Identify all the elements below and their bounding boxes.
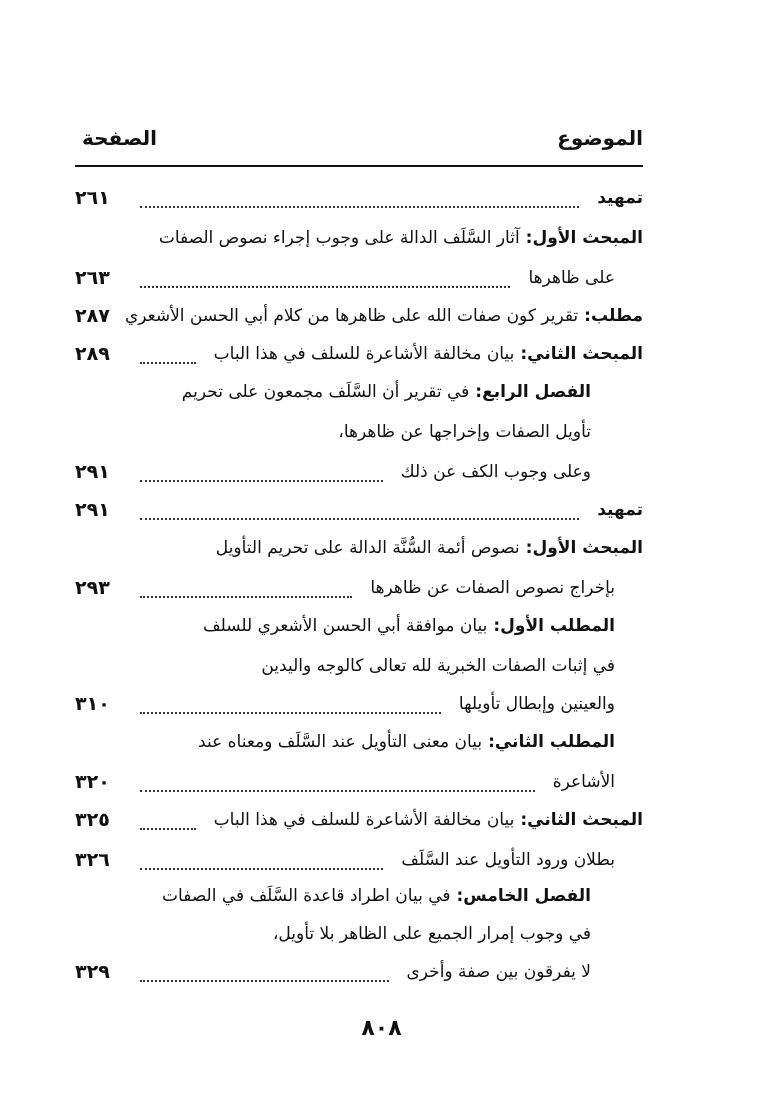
toc-entry-label: مطلب: xyxy=(584,306,643,326)
toc-row xyxy=(0,490,763,530)
toc-entry xyxy=(214,340,643,368)
toc-row xyxy=(0,606,763,646)
leader-dots xyxy=(140,270,510,288)
toc-entry xyxy=(597,184,643,212)
toc-entry-text: آثار السَّلَف الدالة على وجوب إجراء نصوص الصفات xyxy=(158,228,520,248)
toc-entry-text: على ظاهرها xyxy=(528,268,615,288)
toc-entry-text: بيان مخالفة الأشاعرة للسلف في هذا الباب xyxy=(213,810,515,830)
leader-dots xyxy=(140,464,383,482)
leader-dots xyxy=(140,190,579,208)
toc-entry xyxy=(162,882,591,910)
toc-entry-text: في إثبات الصفات الخبرية لله تعالى كالوجه واليدين xyxy=(261,656,615,676)
leader-dots xyxy=(140,774,535,792)
toc-entry-text: بإخراج نصوص الصفات عن ظاهرها xyxy=(370,578,615,598)
toc-entry-text: تأويل الصفات وإخراجها عن ظاهرها، xyxy=(338,422,591,442)
toc-row xyxy=(0,876,763,916)
leader-dots xyxy=(140,502,579,520)
toc-entry xyxy=(459,690,615,718)
toc-page-number: ٢٦٣ xyxy=(75,267,110,289)
toc-entry-text: الأشاعرة xyxy=(552,772,615,792)
toc-entry xyxy=(528,264,615,292)
toc-entry xyxy=(553,768,615,796)
toc-row xyxy=(0,452,763,492)
toc-page-number: ٣٢٦ xyxy=(75,849,110,871)
toc-entry-label: تمهيد xyxy=(597,500,643,520)
toc-entry-text: والعينين وإبطال تأويلها xyxy=(458,694,615,714)
toc-entry xyxy=(407,958,592,986)
toc-row xyxy=(0,412,763,452)
toc-entry-text: في بيان اطراد قاعدة السَّلَف في الصفات xyxy=(162,886,451,906)
toc-entry xyxy=(198,728,615,756)
toc-row xyxy=(0,568,763,608)
toc-entry xyxy=(261,652,615,680)
toc-entry xyxy=(216,534,643,562)
toc-entry-label: تمهيد xyxy=(597,188,643,208)
toc-entry-text: تقرير كون صفات الله على ظاهرها من كلام أبي الحسن الأشعري xyxy=(124,306,579,326)
toc-entry xyxy=(597,496,643,524)
leader-dots xyxy=(140,964,389,982)
toc-row xyxy=(0,258,763,298)
toc-entry-text: بيان موافقة أبي الحسن الأشعري للسلف xyxy=(203,616,488,636)
toc-row xyxy=(0,528,763,568)
header-page: الصفحة xyxy=(82,126,158,150)
toc-page-number: ٣٢٥ xyxy=(75,809,110,831)
toc-entry xyxy=(125,302,643,330)
toc-page-number: ٣٢٠ xyxy=(75,771,110,793)
toc-row xyxy=(0,178,763,218)
toc-row xyxy=(0,840,763,880)
page-number: ٨٠٨ xyxy=(361,1016,402,1041)
toc-entry xyxy=(338,418,591,446)
toc-row xyxy=(0,372,763,412)
toc-entry-text: وعلى وجوب الكف عن ذلك xyxy=(400,462,591,482)
toc-entry-label: المطلب الثاني: xyxy=(488,732,615,752)
toc-page-number: ٢٨٩ xyxy=(75,343,110,365)
toc-entry-text: نصوص أئمة السُّنَّة الدالة على تحريم التأويل xyxy=(215,538,520,558)
toc-entry xyxy=(401,846,615,874)
toc-entry-text: بيان مخالفة الأشاعرة للسلف في هذا الباب xyxy=(213,344,515,364)
toc-entry-text: في تقرير أن السَّلَف مجمعون على تحريم xyxy=(181,382,470,402)
toc-row xyxy=(0,296,763,336)
toc-row xyxy=(0,800,763,840)
toc-row xyxy=(0,334,763,374)
leader-dots xyxy=(140,346,196,364)
toc-page-number: ٢٦١ xyxy=(75,187,110,209)
toc-entry xyxy=(159,224,643,252)
toc-entry xyxy=(203,612,615,640)
toc-entry-label: المبحث الثاني: xyxy=(520,344,643,364)
toc-row xyxy=(0,722,763,762)
toc-row xyxy=(0,952,763,992)
leader-dots xyxy=(140,812,196,830)
toc-row xyxy=(0,646,763,686)
toc-page-number: ٢٩١ xyxy=(75,499,110,521)
toc-row xyxy=(0,684,763,724)
header-topic: الموضوع xyxy=(557,126,643,150)
leader-dots xyxy=(140,852,383,870)
toc-row xyxy=(0,218,763,258)
toc-page-number: ٢٩٣ xyxy=(75,577,110,599)
toc-entry xyxy=(273,920,591,948)
toc-page-number: ٢٩١ xyxy=(75,461,110,483)
toc-row xyxy=(0,762,763,802)
toc-page-number: ٣١٠ xyxy=(75,693,110,715)
toc-entry xyxy=(370,574,615,602)
leader-dots xyxy=(140,696,441,714)
toc-entry-text: بطلان ورود التأويل عند السَّلَف xyxy=(401,850,615,870)
toc-entry-label: الفصل الخامس: xyxy=(456,886,591,906)
toc-entry xyxy=(401,458,591,486)
toc-entry-label: المبحث الأول: xyxy=(525,538,643,558)
toc-entry xyxy=(182,378,591,406)
toc-entry-text: لا يفرقون بين صفة وأخرى xyxy=(406,962,591,982)
toc-entry-text: بيان معنى التأويل عند السَّلَف ومعناه عند xyxy=(198,732,483,752)
toc-page-number: ٣٢٩ xyxy=(75,961,110,983)
toc-entry-label: الفصل الرابع: xyxy=(475,382,591,402)
toc-entry-text: في وجوب إمرار الجميع على الظاهر بلا تأويل، xyxy=(272,924,591,944)
leader-dots xyxy=(140,580,352,598)
header-rule xyxy=(75,165,643,167)
toc-entry-label: المطلب الأول: xyxy=(493,616,615,636)
toc-page-number: ٢٨٧ xyxy=(75,305,110,327)
toc-entry-label: المبحث الأول: xyxy=(525,228,643,248)
toc-entry xyxy=(214,806,643,834)
toc-entry-label: المبحث الثاني: xyxy=(520,810,643,830)
toc-row xyxy=(0,914,763,954)
